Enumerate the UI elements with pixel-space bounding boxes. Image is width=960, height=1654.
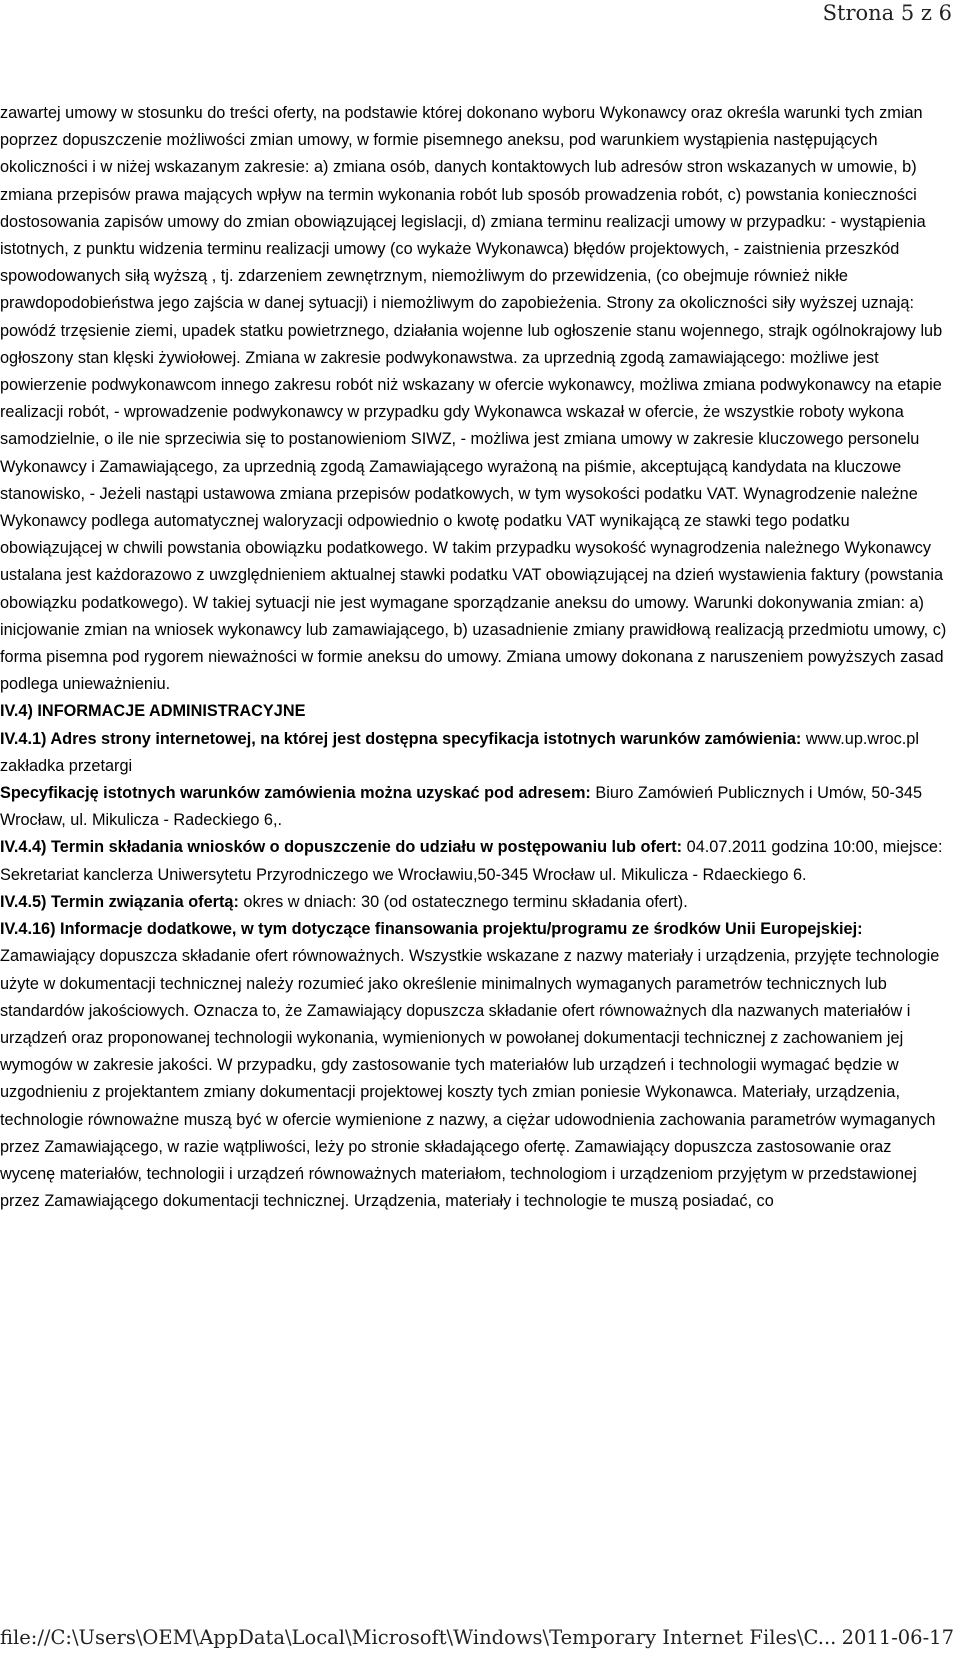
submission-deadline-label: IV.4.4) Termin składania wniosków o dopuszczenie do udziału w postępowaniu lub ofert:: [0, 838, 683, 857]
additional-info-label: IV.4.16) Informacje dodatkowe, w tym dotyczące finansowania projektu/programu ze środków Unii Europejskiej:: [0, 920, 863, 939]
spec-address-entry: [0, 780, 948, 834]
page-number-header: Strona 5 z 6: [822, 1, 952, 25]
spec-address-label: Specyfikację istotnych warunków zamówienia można uzyskać pod adresem:: [0, 784, 591, 803]
bid-validity-label: IV.4.5) Termin związania ofertą:: [0, 892, 239, 911]
footer-file-path: file://C:\Users\OEM\AppData\Local\Microsoft\Windows\Temporary Internet Files\C...: [0, 1626, 837, 1649]
spec-website-label: IV.4.1) Adres strony internetowej, na której jest dostępna specyfikacja istotnych warunków zamówienia:: [0, 729, 802, 748]
amendment-conditions-paragraph: zawartej umowy w stosunku do treści oferty, na podstawie której dokonano wyboru Wykonawcy oraz określa warunki tych zmian poprzez dopuszczenie możliwości zmian umowy, w formie pisemnego aneksu, pod warunkiem wystąpienia następujących okoliczności i w niżej wskazanym zakresie: a) zmiana osób, danych kontaktowych lub adresów stron wskazanych w umowie, b) zmiana przepisów prawa mających wpływ na termin wykonania robót lub sposób prowadzenia robót, c) powstania konieczności dostosowania zapisów umowy do zmian obowiązującej legislacji, d) zmiana terminu realizacji umowy w przypadku: - wystąpienia istotnych, z punktu widzenia terminu realizacji umowy (co wykaże Wykonawca) błędów projektowych, - zaistnienia przeszkód spowodowanych siłą wyższą , tj. zdarzeniem zewnętrznym, niemożliwym do przewidzenia, (co obejmuje również nikłe prawdopodobieństwa jego zajścia w danej sytuacji) i niemożliwym do zapobieżenia. Strony za okoliczności siły wyższej uznają: powódź trzęsienie ziemi, upadek statku powietrznego, działania wojenne lub ogłoszenie stanu wojennego, strajk ogólnokrajowy lub ogłoszony stan klęski żywiołowej. Zmiana w zakresie podwykonawstwa. za uprzednią zgodą zamawiającego: możliwe jest powierzenie podwykonawcom innego zakresu robót niż wskazany w ofercie wykonawcy, możliwa zmiana podwykonawcy na etapie realizacji robót, - wprowadzenie podwykonawcy w przypadku gdy Wykonawca wskazał w ofercie, że wszystkie roboty wykona samodzielnie, o ile nie sprzeciwia się to postanowieniom SIWZ, - możliwa jest zmiana umowy w zakresie kluczowego personelu Wykonawcy i Zamawiającego, za uprzednią zgodą Zamawiającego wyrażoną na piśmie, akceptującą kandydata na kluczowe stanowisko, - Jeżeli nastąpi ustawowa zmiana przepisów podatkowych, w tym wysokości podatku VAT. Wynagrodzenie należne Wykonawcy podlega automatycznej waloryzacji odpowiednio o kwotę podatku VAT wynikającą ze stawki tego podatku obowiązującej w chwili powstania obowiązku podatkowego. W takim przypadku wysokość wynagrodzenia należnego Wykonawcy ustalana jest każdorazowo z uwzględnieniem aktualnej stawki podatku VAT obowiązującej na dzień wystawienia faktury (powstania obowiązku podatkowego). W takiej sytuacji nie jest wymagane sporządzanie aneksu do umowy. Warunki dokonywania zmian: a) inicjowanie zmian na wniosek wykonawcy lub zamawiającego, b) uzasadnienie zmiany prawidłową realizacją przedmiotu umowy, c) forma pisemna pod rygorem nieważności w formie aneksu do umowy. Zmiana umowy dokonana z naruszeniem powyższych zasad podlega unieważnieniu.: [0, 104, 947, 694]
bid-validity-entry: [0, 889, 948, 916]
additional-info-entry: [0, 916, 948, 1215]
spec-address-value: Biuro Zamówień Publicznych i Umów, 50-345 Wrocław, ul. Mikulicza - Radeckiego 6,.: [0, 784, 923, 830]
bid-validity-value: okres w dniach: 30 (od ostatecznego terminu składania ofert).: [238, 892, 688, 911]
additional-info-value: Zamawiający dopuszcza składanie ofert równoważnych. Wszystkie wskazane z nazwy materiały i urządzenia, przyjęte technologie użyte w dokumentacji technicznej należy rozumieć jako określenie minimalnych wymaganych parametrów technicznych lub standardów jakościowych. Oznacza to, że Zamawiający dopuszcza składanie ofert równoważnych dla nazwanych materiałów i urządzeń oraz proponowanej technologii wykonania, wymienionych w powołanej dokumentacji technicznej z zachowaniem jej wymogów w zakresie jakości. W przypadku, gdy zastosowanie tych materiałów lub urządzeń i technologii wymagać będzie w uzgodnieniu z projektantem zmiany dokumentacji projektowej koszty tych zmian poniesie Wykonawca. Materiały, urządzenia, technologie równoważne muszą być w ofercie wymienione z nazwy, a ciężar udowodnienia zachowania parametrów wymaganych przez Zamawiającego, w razie wątpliwości, leży po stronie składającego ofertę. Zamawiający dopuszcza zastosowanie oraz wycenę materiałów, technologii i urządzeń równoważnych materiałom, technologiom i urządzeniom przyjętym w przedstawionej przez Zamawiającego dokumentacji technicznej. Urządzenia, materiały i technologie te muszą posiadać, co: [0, 947, 940, 1211]
submission-deadline-value: 04.07.2011 godzina 10:00, miejsce: Sekretariat kanclerza Uniwersytetu Przyrodniczego we Wrocławiu,50-345 Wrocław ul. Mikulicza - Rdaeckiego 6.: [0, 838, 943, 884]
submission-deadline-entry: [0, 834, 948, 888]
section-iv4-heading: IV.4) INFORMACJE ADMINISTRACYJNE: [0, 702, 306, 721]
footer-date: 2011-06-17: [841, 1626, 954, 1649]
document-body: [0, 100, 948, 1215]
spec-website-entry: [0, 726, 948, 780]
spec-website-value: www.up.wroc.pl zakładka przetargi: [0, 729, 919, 775]
